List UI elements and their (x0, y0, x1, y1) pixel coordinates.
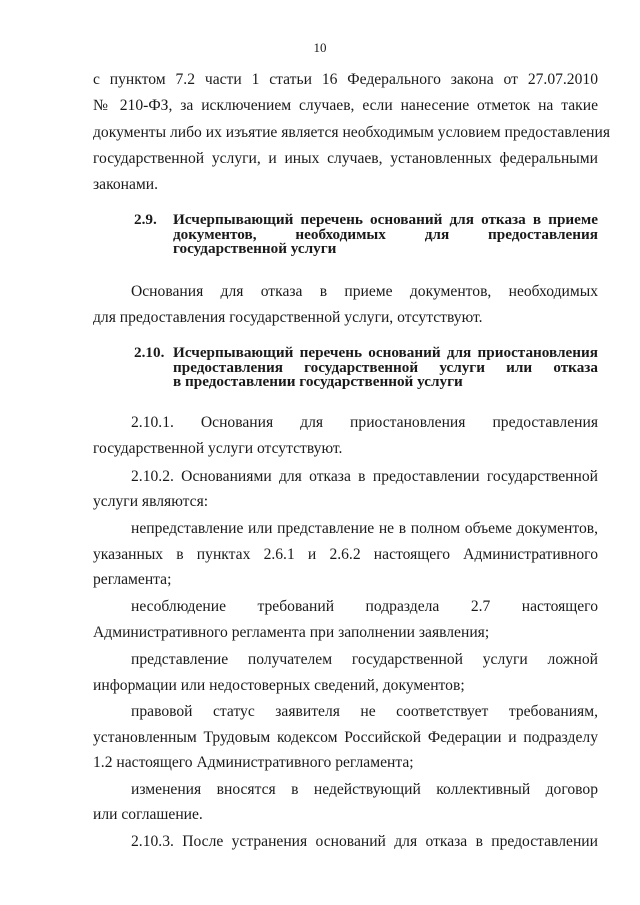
section-number: 2.9. (134, 211, 157, 228)
paragraph-line: услуги являются: (93, 493, 209, 510)
section-title-line: предоставления государственной услуги или отказа (173, 358, 598, 376)
section-number: 2.10. (134, 344, 165, 361)
paragraph-line: 2.10.1. Основания для приостановления предоставления (131, 414, 598, 431)
list-item-line: регламента; (93, 571, 172, 588)
paragraph-line: документы либо их изъятие является необходимым условием предоставления (93, 124, 611, 141)
list-item-line: указанных в пунктах 2.6.1 и 2.6.2 настоящего Административного (93, 546, 598, 563)
paragraph-line: 2.10.3. После устранения оснований для отказа в предоставлении (131, 833, 598, 850)
paragraph-line: № 210-ФЗ, за исключением случаев, если нанесение отметок на такие (93, 97, 598, 114)
section-title-line: документов, необходимых для предоставления (173, 225, 598, 243)
section-title-line: Исчерпывающий перечень оснований для отказа в приеме (173, 211, 598, 228)
list-item-line: несоблюдение требований подраздела 2.7 настоящего (131, 598, 598, 615)
paragraph-line: Основания для отказа в приеме документов, необходимых (131, 283, 598, 300)
list-item-line: изменения вносятся в недействующий коллективный договор (131, 781, 598, 798)
section-title (173, 213, 598, 257)
section-title-line: в предоставлении государственной услуги (173, 373, 463, 390)
list-item-line: установленным Трудовым кодексом Российской Федерации и подразделу (93, 729, 598, 746)
paragraph-line: государственной услуги, и иных случаев, установленных федеральными (93, 150, 598, 167)
list-item-line: представление получателем государственной услуги ложной (131, 651, 598, 668)
section-title-line: государственной услуги (173, 240, 337, 257)
paragraph-line: государственной услуги отсутствуют. (93, 440, 343, 457)
list-item-line: правовой статус заявителя не соответствует требованиям, (131, 703, 598, 720)
paragraph-line: для предоставления государственной услуги, отсутствуют. (93, 309, 483, 326)
list-item-line: непредставление или представление не в полном объеме документов, (131, 520, 598, 537)
list-item-line: или соглашение. (93, 806, 203, 823)
section-title (173, 346, 598, 390)
list-item-line: 1.2 настоящего Административного регламента; (93, 754, 414, 771)
page-number: 10 (313, 40, 327, 55)
list-item-line: Административного регламента при заполнении заявления; (93, 624, 490, 641)
paragraph-line: законами. (93, 176, 159, 193)
paragraph-line: 2.10.2. Основаниями для отказа в предоставлении государственной (131, 468, 598, 485)
section-title-line: Исчерпывающий перечень оснований для приостановления (173, 344, 598, 361)
paragraph-line: с пунктом 7.2 части 1 статьи 16 Федерального закона от 27.07.2010 (93, 71, 598, 88)
list-item-line: информации или недостоверных сведений, документов; (93, 677, 465, 694)
